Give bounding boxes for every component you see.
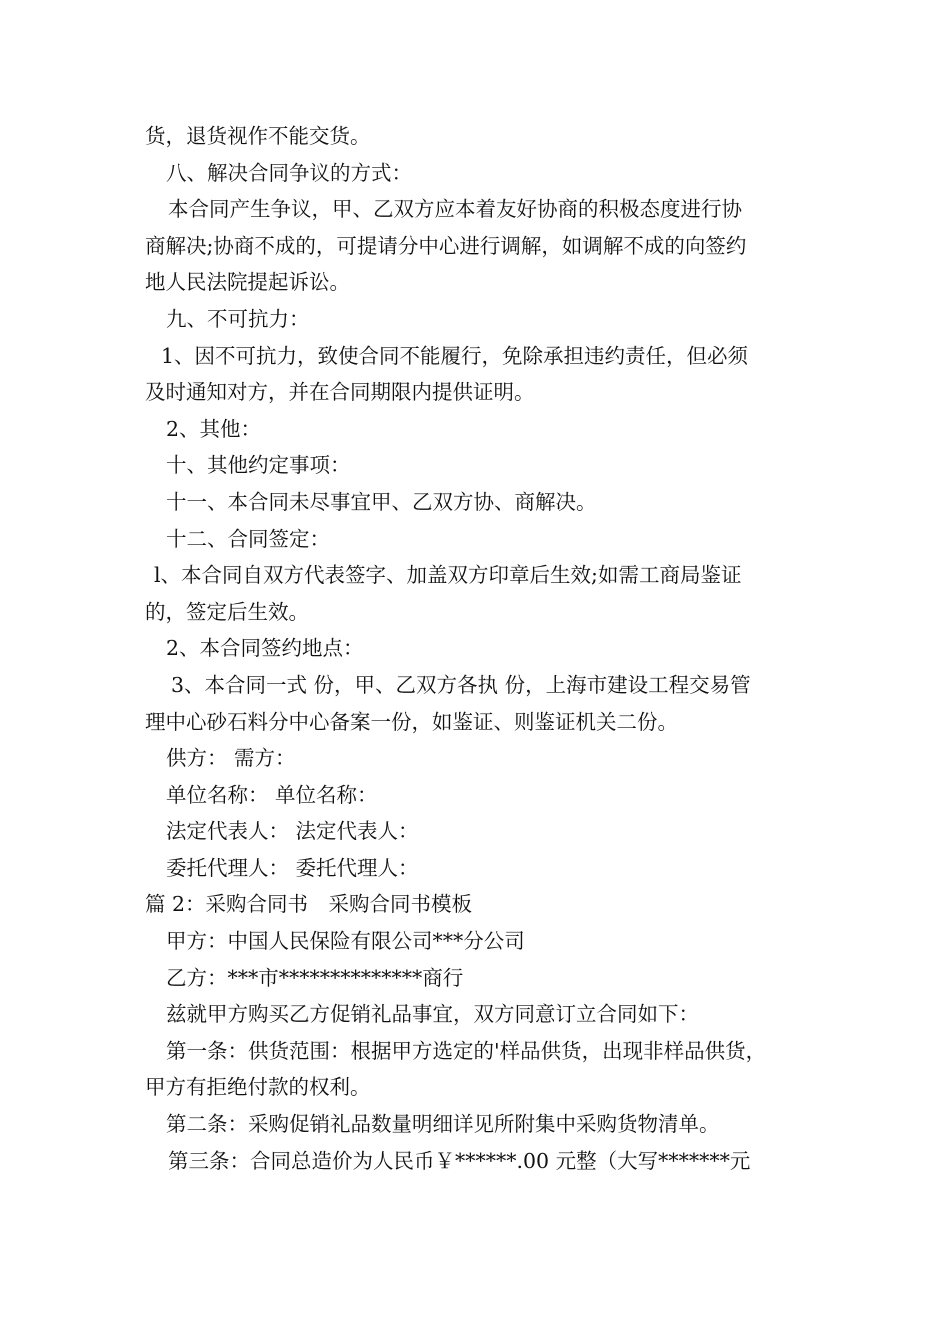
text-line: 货，退货视作不能交货。	[145, 124, 371, 148]
document-body	[145, 118, 845, 1179]
text-line: 及时通知对方，并在合同期限内提供证明。	[145, 380, 535, 405]
text-line: 3、本合同一式 份，甲、乙双方各执 份，上海市建设工程交易管	[171, 672, 751, 697]
party-b-line: 乙方：***市**************商行	[166, 965, 464, 990]
article-one: 第一条：供货范围：根据甲方选定的'样品供货，出现非样品供货，	[166, 1038, 767, 1063]
text-line: 2、其他：	[166, 416, 262, 441]
text-line: 的，签定后生效。	[145, 599, 309, 624]
text-line: 商解决;协商不成的，可提请分中心进行调解，如调解不成的向签约	[145, 233, 747, 258]
section-heading: 八、解决合同争议的方式：	[166, 160, 412, 185]
text-line: 1、因不可抗力，致使合同不能履行，免除承担违约责任，但必须	[161, 343, 749, 368]
section-heading: 十二、合同签定：	[166, 526, 330, 551]
text-line: 兹就甲方购买乙方促销礼品事宜，双方同意订立合同如下：	[166, 1002, 699, 1027]
text-line: 地人民法院提起诉讼。	[145, 270, 350, 295]
section-heading: 十、其他约定事项：	[166, 453, 351, 478]
party-a-line: 甲方：中国人民保险有限公司***分公司	[166, 929, 525, 954]
signature-field-agent: 委托代理人： 委托代理人：	[166, 855, 419, 880]
signature-field-legal-rep: 法定代表人： 法定代表人：	[166, 819, 419, 844]
chapter-title: 篇 2：采购合同书 采购合同书模板	[145, 892, 473, 917]
signature-field-parties: 供方： 需方：	[166, 746, 296, 771]
text-line: 甲方有拒绝付款的权利。	[145, 1075, 371, 1100]
text-line: 本合同产生争议，甲、乙双方应本着友好协商的积极态度进行协	[168, 197, 742, 222]
text-line: 2、本合同签约地点：	[166, 636, 364, 661]
article-three: 第三条：合同总造价为人民币￥******.00 元整（大写*******元	[168, 1148, 751, 1173]
text-line: 理中心砂石料分中心备案一份，如鉴证、则鉴证机关二份。	[145, 709, 678, 734]
text-line: l、本合同自双方代表签字、加盖双方印章后生效;如需工商局鉴证	[154, 563, 742, 588]
article-two: 第二条：采购促销礼品数量明细详见所附集中采购货物清单。	[166, 1112, 720, 1137]
section-heading: 九、不可抗力：	[166, 306, 310, 331]
signature-field-unit-name: 单位名称： 单位名称：	[166, 782, 378, 807]
section-heading: 十一、本合同未尽事宜甲、乙双方协、商解决。	[166, 489, 597, 514]
